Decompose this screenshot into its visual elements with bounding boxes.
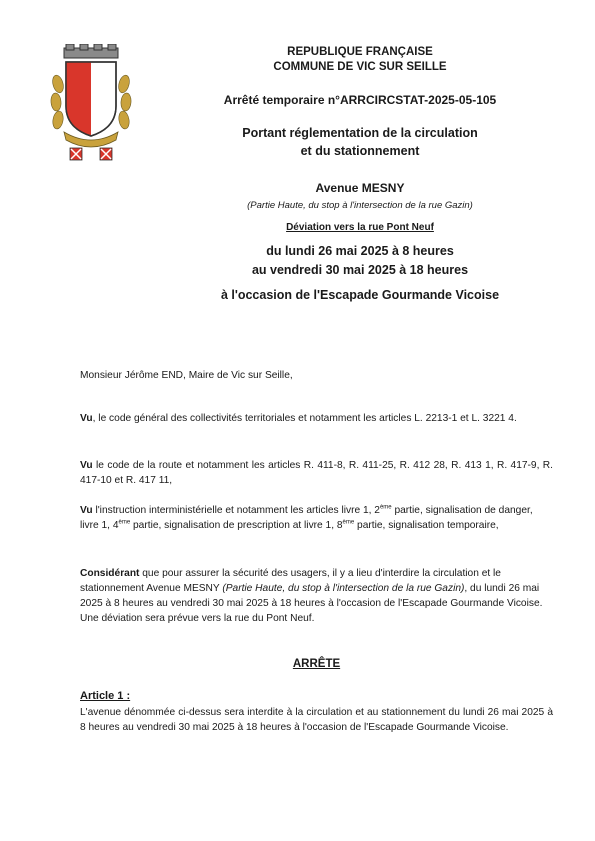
vu-text-2: le code de la route et notamment les articles R. 411-8, R. 411-25, R. 412 28, R. 413 1, R. 417-9, R. 417-10 et R. 417 11, [80,460,553,486]
portant-line-2: et du stationnement [300,144,420,158]
vu-text-3a: l'instruction interministérielle et notamment les articles livre 1, 2 [92,505,380,516]
considerant-label: Considérant [80,568,140,579]
mural-crown [64,44,118,58]
vu-label: Vu [80,505,93,516]
date-range [150,242,570,280]
vu-text-3c: partie, signalisation de prescription at livre 1, 8 [130,520,343,531]
vu-paragraph-3 [80,503,553,533]
considerant-text-b: , du lundi 26 mai 2025 à 8 heures au vendredi 30 mai 2025 à 18 heures à l'occasion de l'Escapade Gourmande Vicoise. Une déviation sera prévue vers la rue du Pont Neuf. [80,583,543,624]
date-from: du lundi 26 mai 2025 à 8 heures [266,244,454,258]
considerant-text-a: que pour assurer la sécurité des usagers, il y a lieu d'interdire la circulation et le stationnement Avenue MESNY [80,568,501,594]
vu-paragraph-1 [80,411,553,426]
arrete-heading: ARRÊTE [292,658,341,670]
vu-text-3d: partie, signalisation temporaire, [354,520,499,531]
vu-label: Vu [80,460,93,471]
coat-of-arms-logo [50,44,132,166]
arrete-reference: Arrêté temporaire n°ARRCIRCSTAT-2025-05-105 [223,93,497,107]
article-1-title: Article 1 : [80,690,131,702]
ordinal-sup: ème [118,519,131,526]
vu-text-3b: partie, signalisation de danger, livre 1, 4 [80,505,533,531]
ordinal-sup: ème [379,504,392,511]
maire-paragraph: Monsieur Jérôme END, Maire de Vic sur Seille, [80,370,293,381]
header-republic [150,45,570,75]
avenue-precision: (Partie Haute, du stop à l'intersection de la rue Gazin) [247,200,473,211]
ordinal-sup: ème [342,519,355,526]
vu-paragraph-2 [80,458,553,488]
republic-line: REPUBLIQUE FRANÇAISE [287,46,433,58]
avenue-title: Avenue MESNY [315,181,405,195]
vu-text-1: , le code général des collectivités territoriales et notamment les articles L. 2213-1 et L. 3221 4. [92,413,517,424]
medals [70,148,112,160]
considerant-italic: (Partie Haute, du stop à l'intersection de la rue Gazin) [222,583,465,594]
considerant-paragraph [80,566,553,626]
article-1-text: L'avenue dénommée ci-dessus sera interdite à la circulation et au stationnement du lundi 26 mai 2025 à 8 heures au vendredi 30 mai 2025 à 18 heures à l'occasion de l'Escapade Gourmande Vicoise. [80,707,553,733]
vu-label: Vu [80,413,93,424]
portant-line-1: Portant réglementation de la circulation [242,126,478,140]
commune-line: COMMUNE DE VIC SUR SEILLE [273,61,447,73]
date-to: au vendredi 30 mai 2025 à 18 heures [251,263,469,277]
shield [66,62,116,136]
occasion-line: à l'occasion de l'Escapade Gourmande Vicoise [220,288,500,302]
deviation-note: Déviation vers la rue Pont Neuf [286,222,434,233]
portant-title [150,124,570,160]
